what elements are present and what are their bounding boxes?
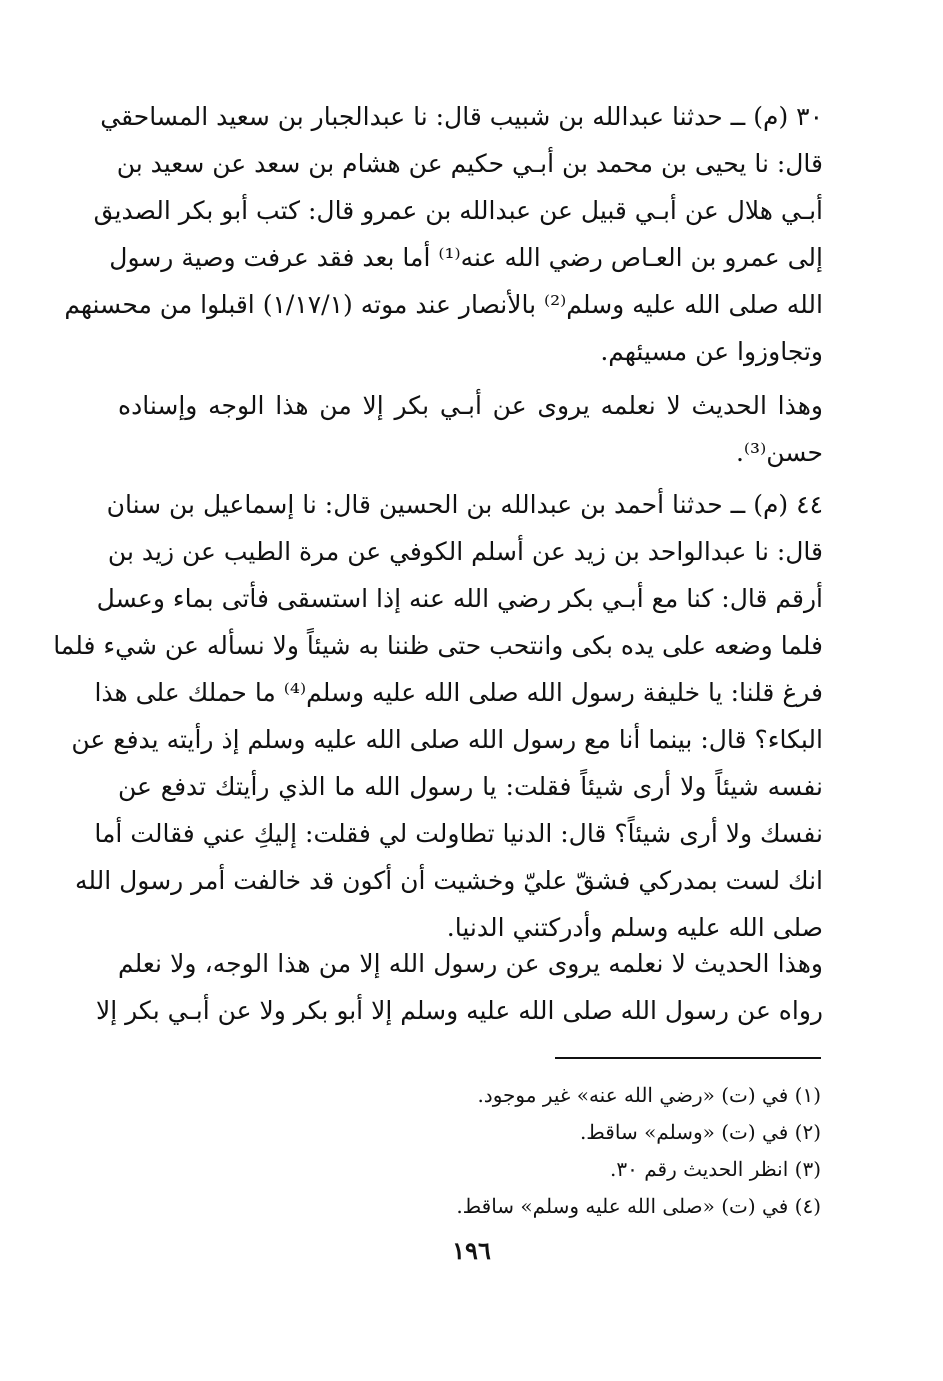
hadith-44-line: انك لست بمدركي فشقّ عليّ وخشيت أن أكون قد خالفت أمر رسول الله xyxy=(74,866,823,895)
hadith-44-line: فلما وضعه على يده بكى وانتحب حتى ظننا به شيئاً ولا نسأله عن شيء فلما xyxy=(53,631,823,660)
hadith-30-line: أبـي هلال عن أبـي قبيل عن عبدالله بن عمرو قال: كتب أبو بكر الصديق xyxy=(93,196,823,225)
hadith-44-line: نفسك ولا أرى شيئاً؟ قال: الدنيا تطاولت لي فقلت: إليكِ عني فقالت أما xyxy=(94,819,823,848)
hadith-44-commentary xyxy=(95,940,823,1034)
hadith-44-line: ٤٤ (م) ــ حدثنا أحمد بن عبدالله بن الحسين قال: نا إسماعيل بن سنان xyxy=(106,490,823,519)
footnote-divider xyxy=(555,1057,821,1059)
hadith-44-line: صلى الله عليه وسلم وأدركتني الدنيا. xyxy=(446,913,823,942)
hadith-44 xyxy=(53,481,823,951)
hadith-44-line: فرغ قلنا: يا خليفة رسول الله صلى الله عليه وسلم⁽⁴⁾ ما حملك على هذا xyxy=(94,678,823,707)
footnote-2: (٢) في (ت) «وسلم» ساقط. xyxy=(579,1120,821,1144)
footnotes xyxy=(380,1077,821,1225)
hadith-44-line: أرقم قال: كنا مع أبـي بكر رضي الله عنه إذا استسقى فأتى بماء وعسل xyxy=(96,584,823,613)
hadith-30-line: إلى عمرو بن العـاص رضي الله عنه⁽¹⁾ أما بعد فقد عرفت وصية رسول xyxy=(109,243,823,272)
hadith-44-line: قال: نا عبدالواحد بن زيد عن أسلم الكوفي عن مرة الطيب عن زيد بن xyxy=(107,537,823,566)
commentary-line: حسن⁽³⁾. xyxy=(735,438,823,467)
hadith-30-line: الله صلى الله عليه وسلم⁽²⁾ بالأنصار عند موته (١/١٧/١) اقبلوا من محسنهم xyxy=(64,290,823,319)
hadith-30-commentary xyxy=(118,382,823,476)
commentary-line: وهذا الحديث لا نعلمه يروى عن رسول الله إلا من هذا الوجه، ولا نعلم xyxy=(118,949,823,978)
hadith-30-line: وتجاوزوا عن مسيئهم. xyxy=(600,337,823,366)
hadith-30-line: ٣٠ (م) ــ حدثنا عبدالله بن شبيب قال: نا عبدالجبار بن سعيد المساحقي xyxy=(100,102,823,131)
hadith-30-line: قال: نا يحيى بن محمد بن أبـي حكيم عن هشام بن سعد عن سعيد بن xyxy=(116,149,823,178)
footnote-3: (٣) انظر الحديث رقم ٣٠. xyxy=(610,1157,821,1181)
hadith-44-line: البكاء؟ قال: بينما أنا مع رسول الله صلى الله عليه وسلم إذ رأيته يدفع عن xyxy=(71,725,823,754)
hadith-30 xyxy=(64,93,823,375)
hadith-44-line: نفسه شيئاً ولا أرى شيئاً فقلت: يا رسول الله ما الذي رأيتك تدفع عن xyxy=(118,772,823,801)
commentary-line: رواه عن رسول الله صلى الله عليه وسلم إلا أبو بكر ولا عن أبـي بكر إلا xyxy=(95,996,823,1025)
page-number: ١٩٦ xyxy=(452,1236,491,1265)
footnote-1: (١) في (ت) «رضي الله عنه» غير موجود. xyxy=(477,1083,821,1107)
footnote-4: (٤) في (ت) «صلى الله عليه وسلم» ساقط. xyxy=(456,1194,821,1218)
commentary-line: وهذا الحديث لا نعلمه يروى عن أبـي بكر إلا من هذا الوجه وإسناده xyxy=(118,391,823,420)
